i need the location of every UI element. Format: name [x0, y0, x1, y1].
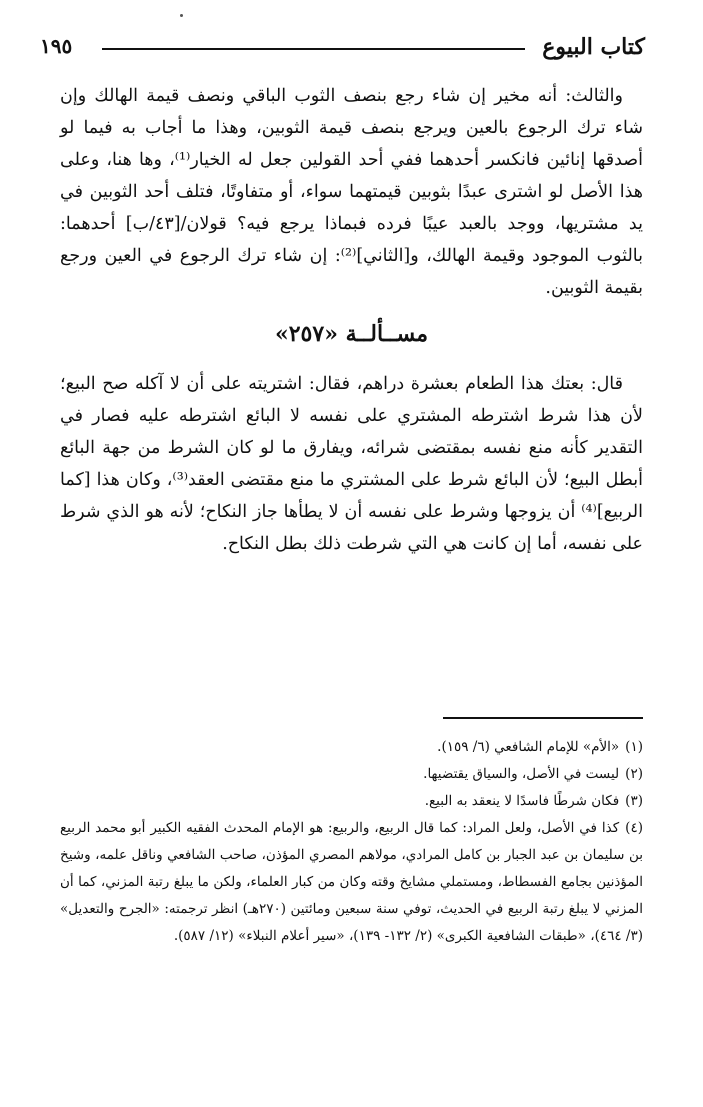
running-title: كتاب البيوع — [542, 34, 645, 60]
footnote-4 — [60, 815, 643, 950]
footnote-text: فكان شرطًا فاسدًا لا ينعقد به البيع. — [424, 793, 620, 809]
scan-speck — [180, 14, 183, 17]
footnote-3 — [60, 788, 643, 815]
header-rule — [102, 48, 525, 50]
footnote-separator — [443, 717, 643, 719]
footnote-text: «الأم» للإمام الشافعي (٦/ ١٥٩). — [437, 739, 620, 755]
footnote-text: كذا في الأصل، ولعل المراد: كما قال الربيع، والربيع: هو الإمام المحدث الفقيه الكبير أبو محمد الربيع بن سليمان بن عبد الجبار بن كامل المرادي، مولاهم المصري المؤذن، صاحب الشافعي وناقل علمه، وشيخ المؤذنين بجامع الفسطاط، ومستملي مشايخ وقته وكان من كبار العلماء، ولكن ما يبلغ رتبة المزني، كما أن المزني لا يبلغ رتبة الربيع في الحديث، توفي سنة سبعين ومائتين (٢٧٠هـ) انظر ترجمته: «الجرح والتعديل» (٣/ ٤٦٤)، «طبقات الشافعية الكبرى» (٢/ ١٣٢- ١٣٩)، «سير أعلام النبلاء» (١٢/ ٥٨٧). — [60, 820, 643, 944]
page-header — [40, 34, 645, 64]
page-number: ١٩٥ — [40, 34, 73, 58]
paragraph-1: والثالث: أنه مخير إن شاء رجع بنصف الثوب الباقي ونصف قيمة الهالك وإن شاء ترك الرجوع بالعين ويرجع بنصف قيمة الثوبين، وهذا ما أجاب به فيما لو أصدقها إنائين فانكسر أحدهما ففي أحد القولين جعل له الخيار⁽¹⁾، وها هنا، وعلى هذا الأصل لو اشترى عبدًا بثوبين قيمتهما سواء، أو متفاوتًا، فتلف أحد الثوبين في يد مشتريها، ووجد بالعبد عيبًا فرده فبماذا يرجع فيه؟ قولان/[٤٣/ب] أحدهما: بالثوب الموجود وقيمة الهالك، و[الثاني]⁽²⁾: إن شاء ترك الرجوع في العين ورجع بقيمة الثوبين. — [60, 86, 644, 298]
section-heading: مســألــة «٢٥٧» — [274, 321, 428, 347]
footnote-number: (٢) — [625, 766, 643, 782]
footnote-number: (٤) — [625, 820, 643, 836]
footnote-text: ليست في الأصل، والسياق يقتضيها. — [423, 766, 620, 782]
footnote-number: (١) — [625, 739, 643, 755]
footnote-number: (٣) — [625, 793, 643, 809]
paragraph-2: قال: بعتك هذا الطعام بعشرة دراهم، فقال: اشتريته على أن لا آكله صح البيع؛ لأن هذا شرط اشترطه المشتري على نفسه لا البائع اشترطه عليه فصار في التقدير كأنه منع نفسه بمقتضى شرائه، ويفارق ما لو كان الشرط من جهة البائع أبطل البيع؛ لأن البائع شرط على المشتري ما منع مقتضى العقد⁽³⁾، وكان هذا [كما الربيع]⁽⁴⁾ أن يزوجها وشرط على نفسه أن لا يطأها جاز النكاح؛ لأنه هو الذي شرط على نفسه، أما إن كانت هي التي شرطت ذلك بطل النكاح. — [60, 374, 643, 554]
footnote-1 — [60, 734, 643, 761]
footnotes — [60, 734, 643, 950]
footnote-2 — [60, 761, 643, 788]
main-text — [60, 80, 643, 560]
